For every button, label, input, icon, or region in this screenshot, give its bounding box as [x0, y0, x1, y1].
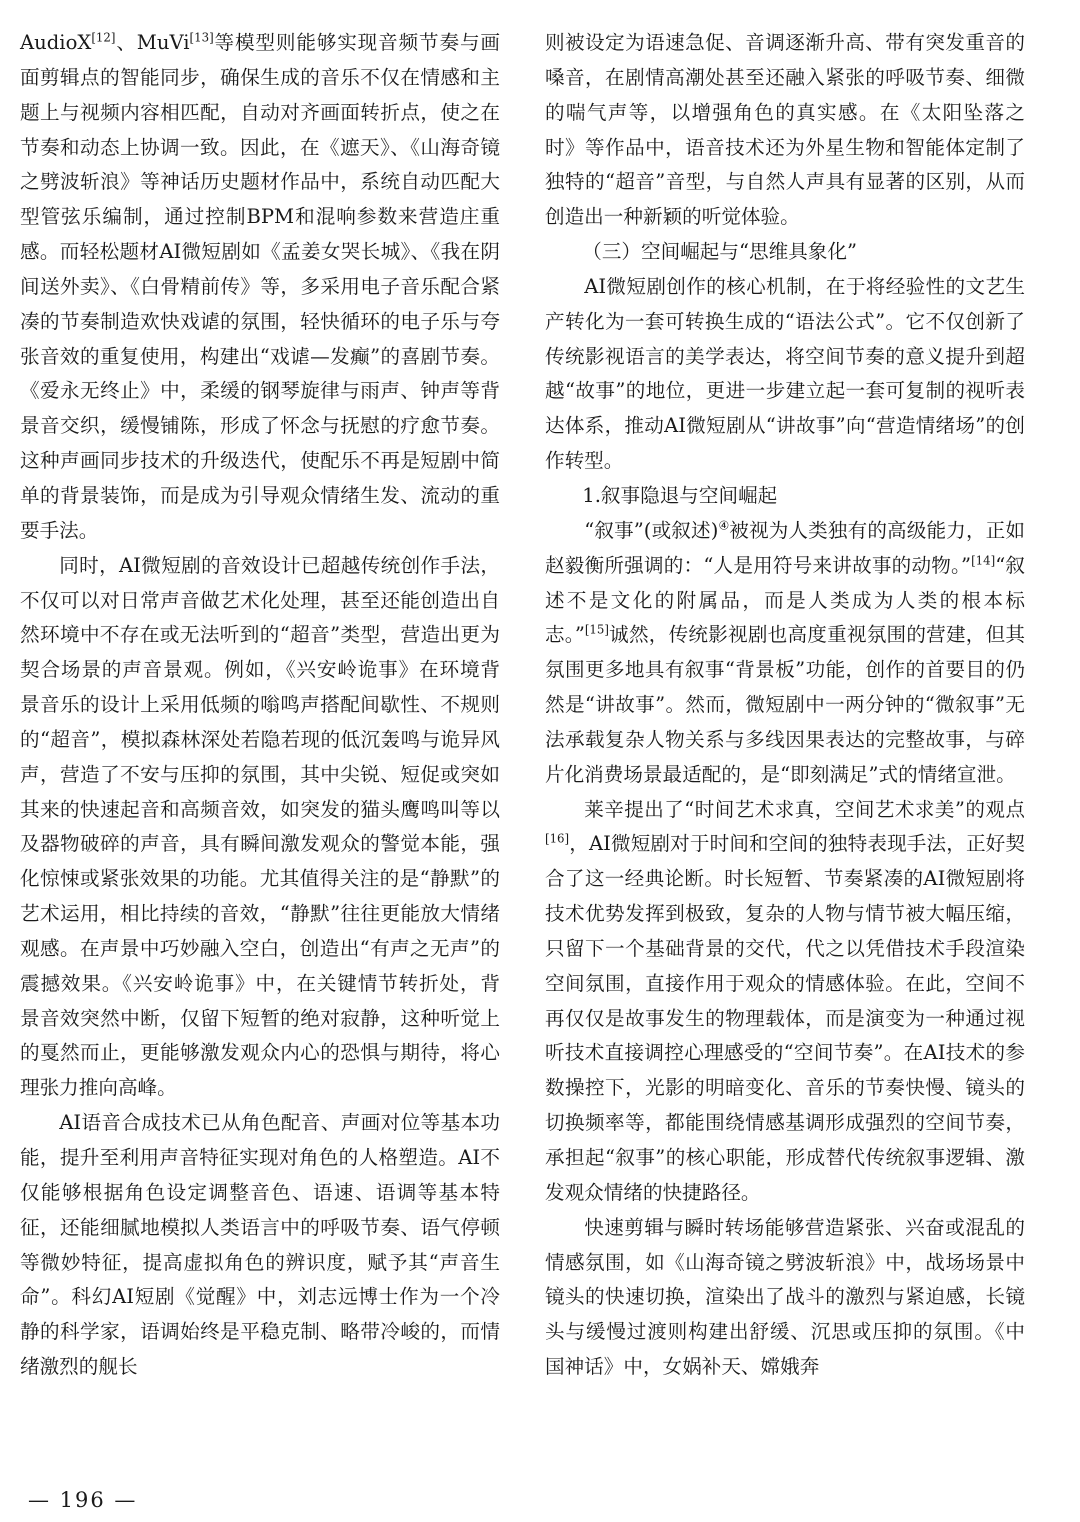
- paragraph-lessing: [545, 793, 1025, 1211]
- footnote-4: ④: [718, 518, 730, 533]
- text-run: “叙述不是文化的附属品，而是人类成为人类的根本标志。”: [545, 553, 1025, 647]
- left-column: [20, 26, 500, 1385]
- text-run: AudioX: [20, 31, 92, 54]
- paragraph-voice-continued: 则被设定为语速急促、音调逐渐升高、带有突发重音的嗓音，在剧情高潮处甚至还融入紧张的呼吸节奏、细微的喘气声等，以增强角色的真实感。在《太阳坠落之时》等作品中，语音技术还为外星生物和智能体定制了独特的“超音”音型，与自然人声具有显著的区别，从而创造出一种新颖的听觉体验。: [545, 31, 1025, 229]
- text-run: 诚然，传统影视剧也高度重视氛围的营建，但其氛围更多地具有叙事“背景板”功能，创作的首要目的仍然是“讲故事”。然而，微短剧中一两分钟的“微叙事”无法承载复杂人物关系与多线因果表达的完整故事，与碎片化消费场景最适配的，是“即刻满足”式的情绪宣泄。: [545, 623, 1026, 786]
- paragraph-voice-synthesis: AI语音合成技术已从角色配音、声画对位等基本功能，提升至利用声音特征实现对角色的人格塑造。AI不仅能够根据角色设定调整音色、语速、语调等基本特征，还能细腻地模拟人类语言中的呼吸节奏、语气停顿等微妙特征，提高虚拟角色的辨识度，赋予其“声音生命”。科幻AI短剧《觉醒》中，刘志远博士作为一个冷静的科学家，语调始终是平稳克制、略带冷峻的，而情绪激烈的舰长: [20, 1111, 500, 1379]
- citation-14: [14]: [971, 553, 996, 568]
- paragraph-core-mechanism: AI微短剧创作的核心机制，在于将经验性的文艺生产转化为一套可转换生成的“语法公式”。它不仅创新了传统影视语言的美学表达，将空间节奏的意义提升到超越“故事”的地位，更进一步建立起一套可复制的视听表达体系，推动AI微短剧从“讲故事”向“营造情绪场”的创作转型。: [545, 274, 1025, 473]
- text-run: 等模型则能够实现音频节奏与画面剪辑点的智能同步，确保生成的音乐不仅在情感和主题上与视频内容相匹配，自动对齐画面转折点，使之在节奏和动态上协调一致。因此，在《遮天》、《山海奇镜之劈波斩浪》等神话历史题材作品中，系统自动匹配大型管弦乐编制，通过控制BPM和混响参数来营造庄重感。而轻松题材AI微短剧如《孟姜女哭长城》、《我在阴间送外卖》、《白骨精前传》等，多采用电子音乐配合紧凑的节奏制造欢快戏谑的氛围，轻快循环的电子乐与夸张音效的重复使用，构建出“戏谑—发癫”的喜剧节奏。《爱永无终止》中，柔缓的钢琴旋律与雨声、钟声等背景音交织，缓慢铺陈，形成了怀念与抚慰的疗愈节奏。这种声画同步技术的升级迭代，使配乐不再是短剧中简单的背景装饰，而是成为引导观众情绪生发、流动的重要手法。: [20, 31, 500, 542]
- citation-13: [13]: [189, 30, 214, 45]
- text-run: 被视为人类独有的高级能力，正如赵毅衡所强调的：“人是用符号来讲故事的动物。”: [545, 518, 1026, 577]
- paragraph-sound-effects: 同时，AI微短剧的音效设计已超越传统创作手法，不仅可以对日常声音做艺术化处理，甚至还能创造出自然环境中不存在或无法听到的“超音”类型，营造出更为契合场景的声音景观。例如，《兴安岭诡事》在环境背景音乐的设计上采用低频的嗡鸣声搭配间歇性、不规则的“超音”，模拟森林深处若隐若现的低沉轰鸣与诡异风声，营造了不安与压抑的氛围，其中尖锐、短促或突如其来的快速起音和高频音效，如突发的猫头鹰鸣叫等以及器物破碎的声音，具有瞬间激发观众的警觉本能，强化惊悚或紧张效果的功能。尤其值得关注的是“静默”的艺术运用，相比持续的音效，“静默”往往更能放大情绪观感。在声景中巧妙融入空白，创造出“有声之无声”的震撼效果。《兴安岭诡事》中，在关键情节转折处，背景音效突然中断，仅留下短暂的绝对寂静，这种听觉上的戛然而止，更能够激发观众内心的恐惧与期待，将心理张力推向高峰。: [20, 553, 500, 1100]
- text-run: 、MuVi: [115, 31, 190, 54]
- paragraph-audio-sync: [20, 26, 500, 549]
- paragraph-editing: 快速剪辑与瞬时转场能够营造紧张、兴奋或混乱的情感氛围，如《山海奇镜之劈波斩浪》中，战场场景中镜头的快速切换，渲染出了战斗的激烈与紧迫感，长镜头与缓慢过渡则构建出舒缓、沉思或压抑的氛围。《中国神话》中，女娲补天、嫦娥奔: [545, 1215, 1025, 1379]
- citation-16: [16]: [545, 831, 570, 846]
- text-run: “叙事”(或叙述): [584, 518, 719, 542]
- text-run: ，AI微短剧对于时间和空间的独特表现手法，正好契合了这一经典论断。时长短暂、节奏紧凑的AI微短剧将技术优势发挥到极致，复杂的人物与情节被大幅压缩，只留下一个基础背景的交代，代之以凭借技术手段渲染空间氛围，直接作用于观众的情感体验。在此，空间不再仅仅是故事发生的物理载体，而是演变为一种通过视听技术直接调控心理感受的“空间节奏”。在AI技术的参数操控下，光影的明暗变化、音乐的节奏快慢、镜头的切换频率等，都能围绕情感基调形成强烈的空间节奏，承担起“叙事”的核心职能，形成替代传统叙事逻辑、激发观众情绪的快捷路径。: [545, 832, 1025, 1204]
- page-number: — 196 —: [28, 1488, 138, 1512]
- subsection-heading: 1.叙事隐退与空间崛起: [582, 483, 778, 507]
- paragraph-narrative: [545, 514, 1025, 793]
- citation-12: [12]: [91, 30, 116, 45]
- section-heading: （三）空间崛起与“思维具象化”: [582, 240, 857, 264]
- citation-15: [15]: [584, 622, 609, 637]
- text-run: 莱辛提出了“时间艺术求真，空间艺术求美”的观点: [584, 797, 1025, 821]
- right-column: [545, 26, 1025, 1385]
